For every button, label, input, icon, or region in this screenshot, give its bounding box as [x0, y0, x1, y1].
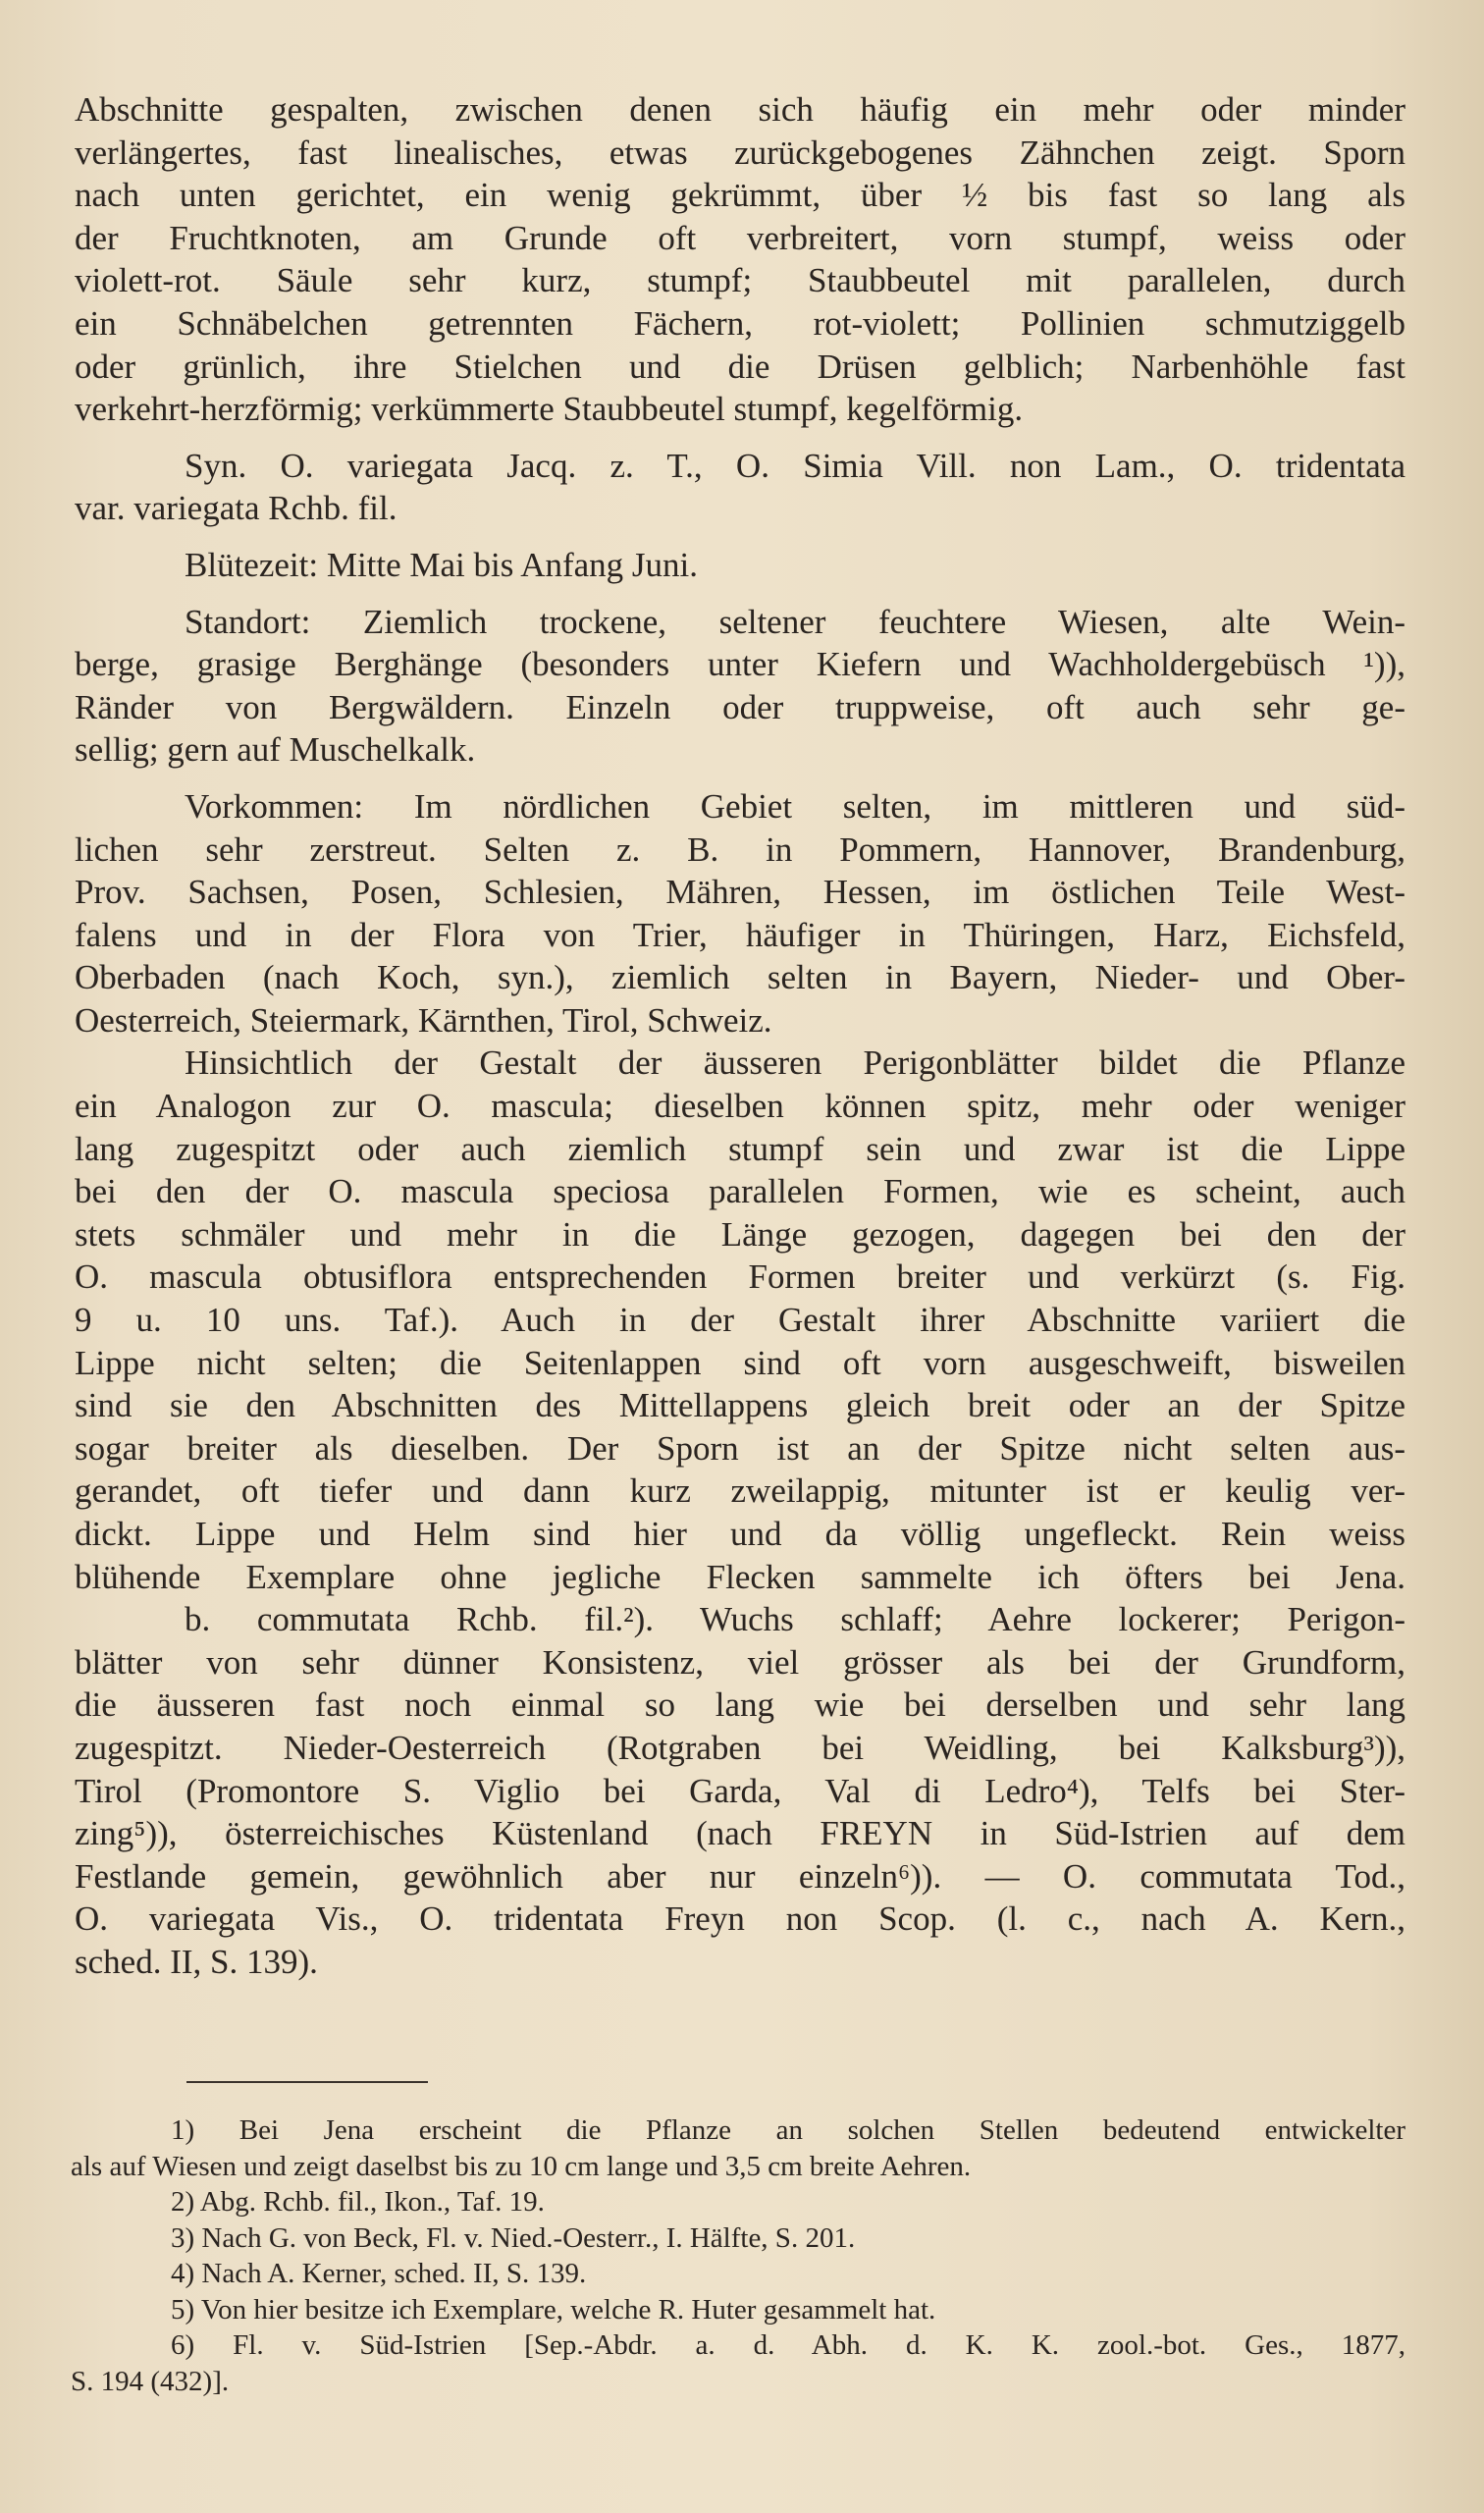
text-line: sched. II, S. 139).: [75, 1942, 318, 1981]
text-line: blätter von sehr dünner Konsistenz, viel grösser als bei der Grundform,: [75, 1642, 1405, 1682]
paragraph-gap: [75, 431, 1405, 445]
text-line: stets schmäler und mehr in die Länge gezogen, dagegen bei den der: [75, 1214, 1405, 1254]
text-line: ein Analogon zur O. mascula; dieselben können spitz, mehr oder weniger: [75, 1087, 1405, 1126]
text-line: nach unten gerichtet, ein wenig gekrümmt, über ½ bis fast so lang als: [75, 176, 1405, 215]
footnote-line: S. 194 (432)].: [71, 2365, 230, 2397]
text-line: gerandet, oft tiefer und dann kurz zweilappig, mitunter ist er keulig ver-: [75, 1471, 1405, 1511]
text-line: sind sie den Abschnitten des Mittellappens gleich breit oder an der Spitze: [75, 1386, 1405, 1425]
text-line: Oesterreich, Steiermark, Kärnthen, Tirol, Schweiz.: [75, 1000, 772, 1040]
text-line: violett-rot. Säule sehr kurz, stumpf; Staubbeutel mit parallelen, durch: [75, 261, 1405, 300]
text-line: Abschnitte gespalten, zwischen denen sich häufig ein mehr oder minder: [75, 90, 1405, 129]
text-line: oder grünlich, ihre Stielchen und die Drüsen gelblich; Narbenhöhle fast: [75, 347, 1405, 386]
text-line: Blütezeit: Mitte Mai bis Anfang Juni.: [185, 545, 699, 584]
text-line: berge, grasige Berghänge (besonders unter Kiefern und Wachholdergebüsch ¹)),: [75, 645, 1405, 684]
text-line: O. mascula obtusiflora entsprechenden Formen breiter und verkürzt (s. Fig.: [75, 1257, 1405, 1297]
footnote-line: 4) Nach A. Kerner, sched. II, S. 139.: [171, 2258, 587, 2289]
text-line: der Fruchtknoten, am Grunde oft verbreitert, vorn stumpf, weiss oder: [75, 218, 1405, 257]
text-line: Oberbaden (nach Koch, syn.), ziemlich selten in Bayern, Nieder- und Ober-: [75, 958, 1405, 997]
paragraph-gap: [75, 587, 1405, 601]
text-line: Standort: Ziemlich trockene, seltener feuchtere Wiesen, alte Wein-: [185, 602, 1405, 641]
text-line: blühende Exemplare ohne jegliche Flecken sammelte ich öfters bei Jena.: [75, 1557, 1405, 1596]
text-line: verkehrt-herzförmig; verkümmerte Staubbeutel stumpf, kegelförmig.: [75, 390, 1024, 429]
text-line: bei den der O. mascula speciosa parallelen Formen, wie es scheint, auch: [75, 1172, 1405, 1211]
text-line: falens und in der Flora von Trier, häufiger in Thüringen, Harz, Eichsfeld,: [75, 915, 1405, 954]
text-line: lichen sehr zerstreut. Selten z. B. in Pommern, Hannover, Brandenburg,: [75, 829, 1405, 869]
footnote-line: 6) Fl. v. Süd-Istrien [Sep.-Abdr. a. d. Abh. d. K. K. zool.-bot. Ges., 1877,: [171, 2329, 1405, 2361]
text-line: Vorkommen: Im nördlichen Gebiet selten, im mittleren und süd-: [185, 786, 1405, 826]
footnote-line: 3) Nach G. von Beck, Fl. v. Nied.-Oesterr., I. Hälfte, S. 201.: [171, 2221, 856, 2254]
footnotes: [71, 2112, 1405, 2399]
text-line: Prov. Sachsen, Posen, Schlesien, Mähren, Hessen, im östlichen Teile West-: [75, 873, 1405, 912]
text-line: sellig; gern auf Muschelkalk.: [75, 730, 476, 770]
text-line: die äusseren fast noch einmal so lang wie bei derselben und sehr lang: [75, 1685, 1405, 1725]
text-line: ein Schnäbelchen getrennten Fächern, rot-violett; Pollinien schmutziggelb: [75, 303, 1405, 343]
text-line: var. variegata Rchb. fil.: [75, 489, 398, 528]
footnote-line: 2) Abg. Rchb. fil., Ikon., Taf. 19.: [171, 2186, 545, 2218]
text-line: zugespitzt. Nieder-Oesterreich (Rotgraben bei Weidling, bei Kalksburg³)),: [75, 1728, 1405, 1767]
text-line: 9 u. 10 uns. Taf.). Auch in der Gestalt ihrer Abschnitte variiert die: [75, 1301, 1405, 1340]
text-line: Lippe nicht selten; die Seitenlappen sind oft vorn ausgeschweift, bisweilen: [75, 1343, 1405, 1382]
text-line: Tirol (Promontore S. Viglio bei Garda, Val di Ledro⁴), Telfs bei Ster-: [75, 1771, 1405, 1810]
text-line: verlängertes, fast linealisches, etwas zurückgebogenes Zähnchen zeigt. Sporn: [75, 133, 1405, 172]
text-line: b. commutata Rchb. fil.²). Wuchs schlaff; Aehre lockerer; Perigon-: [185, 1600, 1405, 1639]
text-line: Syn. O. variegata Jacq. z. T., O. Simia Vill. non Lam., O. tridentata: [185, 446, 1405, 485]
text-line: Festlande gemein, gewöhnlich aber nur einzeln⁶)). — O. commutata Tod.,: [75, 1856, 1405, 1896]
footnote-rule: [186, 2081, 428, 2083]
text-line: lang zugespitzt oder auch ziemlich stumpf sein und zwar ist die Lippe: [75, 1129, 1405, 1168]
paragraph-gap: [75, 772, 1405, 785]
footnote-line: als auf Wiesen und zeigt daselbst bis zu 10 cm lange und 3,5 cm breite Aehren.: [71, 2150, 972, 2182]
text-line: Hinsichtlich der Gestalt der äusseren Perigonblätter bildet die Pflanze: [185, 1043, 1405, 1083]
text-line: zing⁵)), österreichisches Küstenland (nach FREYN in Süd-Istrien auf dem: [75, 1814, 1405, 1853]
footnote-line: 5) Von hier besitze ich Exemplare, welche R. Huter gesammelt hat.: [171, 2293, 936, 2326]
text-line: dickt. Lippe und Helm sind hier und da völlig ungefleckt. Rein weiss: [75, 1515, 1405, 1553]
text-line: O. variegata Vis., O. tridentata Freyn non Scop. (l. c., nach A. Kern.,: [75, 1899, 1405, 1939]
body-text: [75, 88, 1405, 1984]
paragraph-gap: [75, 530, 1405, 544]
text-line: Ränder von Bergwäldern. Einzeln oder truppweise, oft auch sehr ge-: [75, 687, 1405, 726]
text-line: sogar breiter als dieselben. Der Sporn ist an der Spitze nicht selten aus-: [75, 1428, 1405, 1468]
footnote-line: 1) Bei Jena erscheint die Pflanze an solchen Stellen bedeutend entwickelter: [171, 2114, 1405, 2146]
